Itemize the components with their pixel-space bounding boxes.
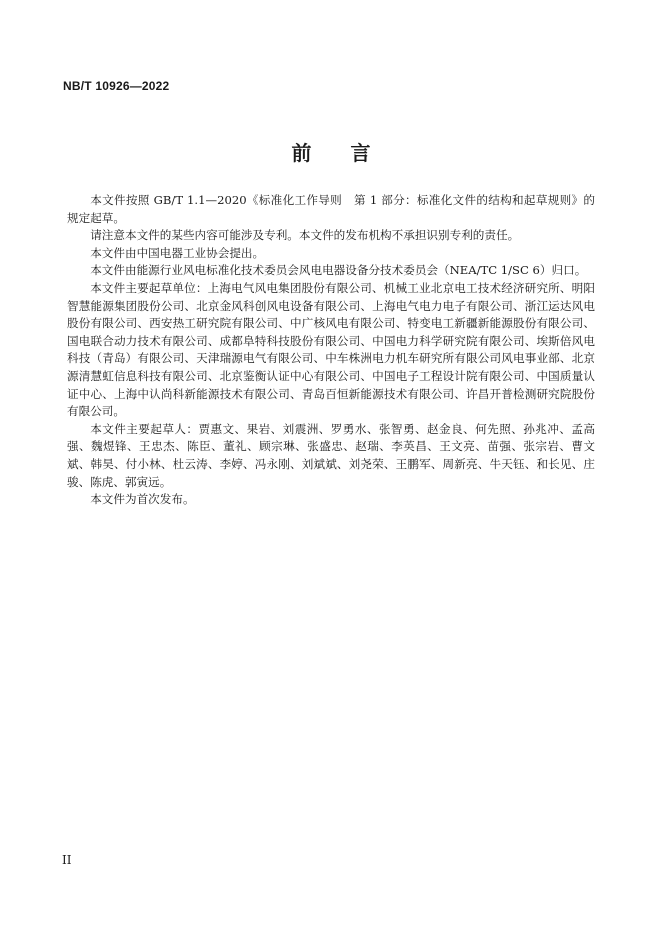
paragraph-first-release: 本文件为首次发布。 <box>90 492 195 507</box>
paragraph-drafting-rules: 本文件按照 GB/T 1.1—2020《标准化工作导则 第 1 部分：标准化文件的结构和起草规则》的规定起草。 <box>67 193 595 225</box>
page-title: 前 言 <box>291 141 387 165</box>
paragraph-drafting-units: 本文件主要起草单位：上海电气风电集团股份有限公司、机械工业北京电工技术经济研究所、明阳智慧能源集团股份公司、北京金风科创风电设备有限公司、上海电气电力电子有限公司、浙江运达风电股份有限公司、西安热工研究院有限公司、中广核风电有限公司、特变电工新疆新能源股份有限公司、国电联合动力技术有限公司、成都阜特科技股份有限公司、中国电力科学研究院有限公司、埃斯倍风电科技（青岛）有限公司、天津瑞源电气有限公司、中车株洲电力机车研究所有限公司风电事业部、北京源清慧虹信息科技有限公司、北京鉴衡认证中心有限公司、中国电子工程设计院有限公司、中国质量认证中心、上海中认尚科新能源技术有限公司、青岛百恒新能源技术有限公司、许昌开普检测研究院股份有限公司。 <box>67 280 595 419</box>
paragraph-proposer: 本文件由中国电器工业协会提出。 <box>90 245 265 260</box>
standard-number: NB/T 10926—2022 <box>63 79 170 93</box>
foreword-body <box>67 192 595 509</box>
paragraph-patent-notice: 请注意本文件的某些内容可能涉及专利。本文件的发布机构不承担识别专利的责任。 <box>90 228 520 243</box>
paragraph-committee: 本文件由能源行业风电标准化技术委员会风电电器设备分技术委员会（NEA/TC 1/SC 6）归口。 <box>90 263 587 278</box>
paragraph-drafters: 本文件主要起草人：贾惠文、果岩、刘震洲、罗勇水、张智勇、赵金良、何先照、孙兆冲、孟高强、魏煜锋、王忠杰、陈臣、董礼、顾宗琳、张盛忠、赵瑞、李英昌、王文亮、苗强、张宗岩、曹文斌、韩昊、付小林、杜云涛、李婷、冯永刚、刘斌斌、刘尧荣、王鹏军、周新亮、牛天钰、和长见、庄骏、陈虎、郭寅远。 <box>67 421 595 489</box>
page-number: II <box>62 853 72 867</box>
